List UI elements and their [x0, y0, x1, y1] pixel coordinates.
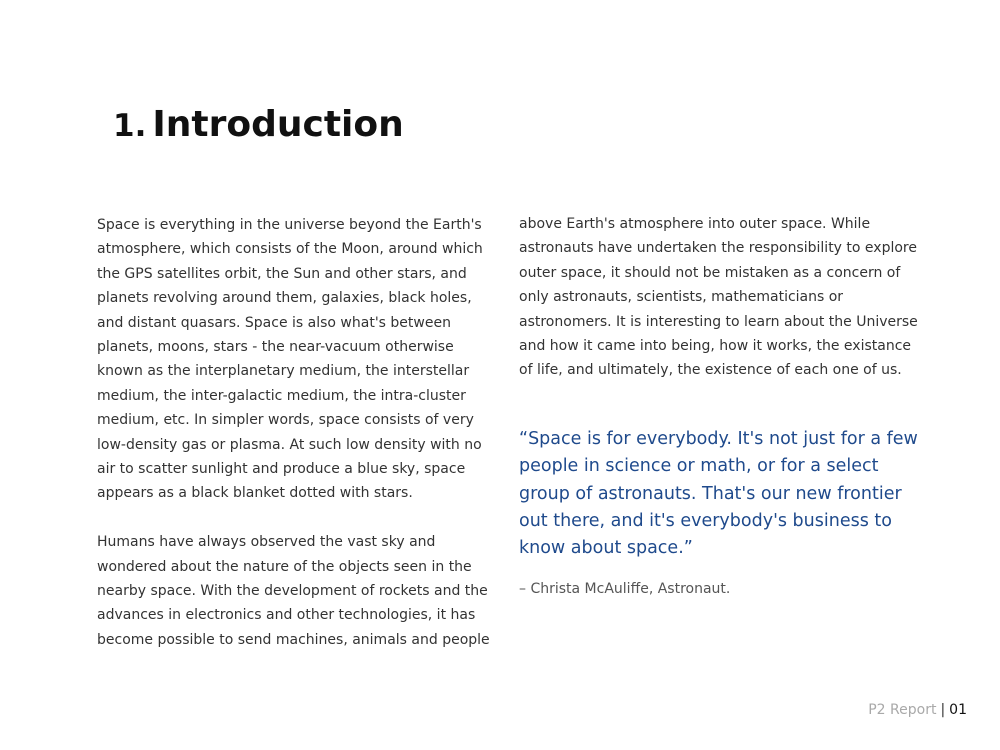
report-name: P2 Report — [868, 702, 937, 718]
intro-paragraph-2: Humans have always observed the vast sky and wondered about the nature of the objects seen in the nearby space. With the development of rockets and the advances in electronics and other technologies, it has become possible to send machines, animals and people — [97, 534, 490, 648]
page-number: 01 — [949, 702, 967, 718]
quote-attribution: – Christa McAuliffe, Astronaut. — [519, 580, 731, 597]
page-title — [113, 98, 404, 153]
right-column — [519, 212, 919, 601]
page-footer — [868, 700, 967, 720]
intro-paragraph-1: Space is everything in the universe beyond the Earth's atmosphere, which consists of the Moon, around which the GPS satellites orbit, the Sun and other stars, and planets revolving around them, galaxies, black holes, and distant quasars. Space is also what's between planets, moons, stars - the near-vacuum otherwise known as the interplanetary medium, the interstellar medium, the inter-galactic medium, the intra-cluster medium, etc. In simpler words, space consists of very low-density gas or plasma. At such low density with no air to scatter sunlight and produce a blue sky, space appears as a black blanket dotted with stars. — [97, 217, 483, 502]
section-number: 1. — [113, 108, 147, 144]
intro-paragraph-3: above Earth's atmosphere into outer space. While astronauts have undertaken the responsibility to explore outer space, it should not be mistaken as a concern of only astronauts, scientists, mathematicians or astronomers. It is interesting to learn about the Universe and how it came into being, how it works, the existance of life, and ultimately, the existence of each one of us. — [519, 216, 918, 379]
footer-separator: | — [940, 702, 946, 718]
pull-quote: “Space is for everybody. It's not just for a few people in science or math, or for a select group of astronauts. That's our new frontier out there, and it's everybody's business to know about space.” — [519, 428, 918, 559]
section-title-text: Introduction — [152, 104, 404, 145]
left-column — [97, 213, 497, 652]
